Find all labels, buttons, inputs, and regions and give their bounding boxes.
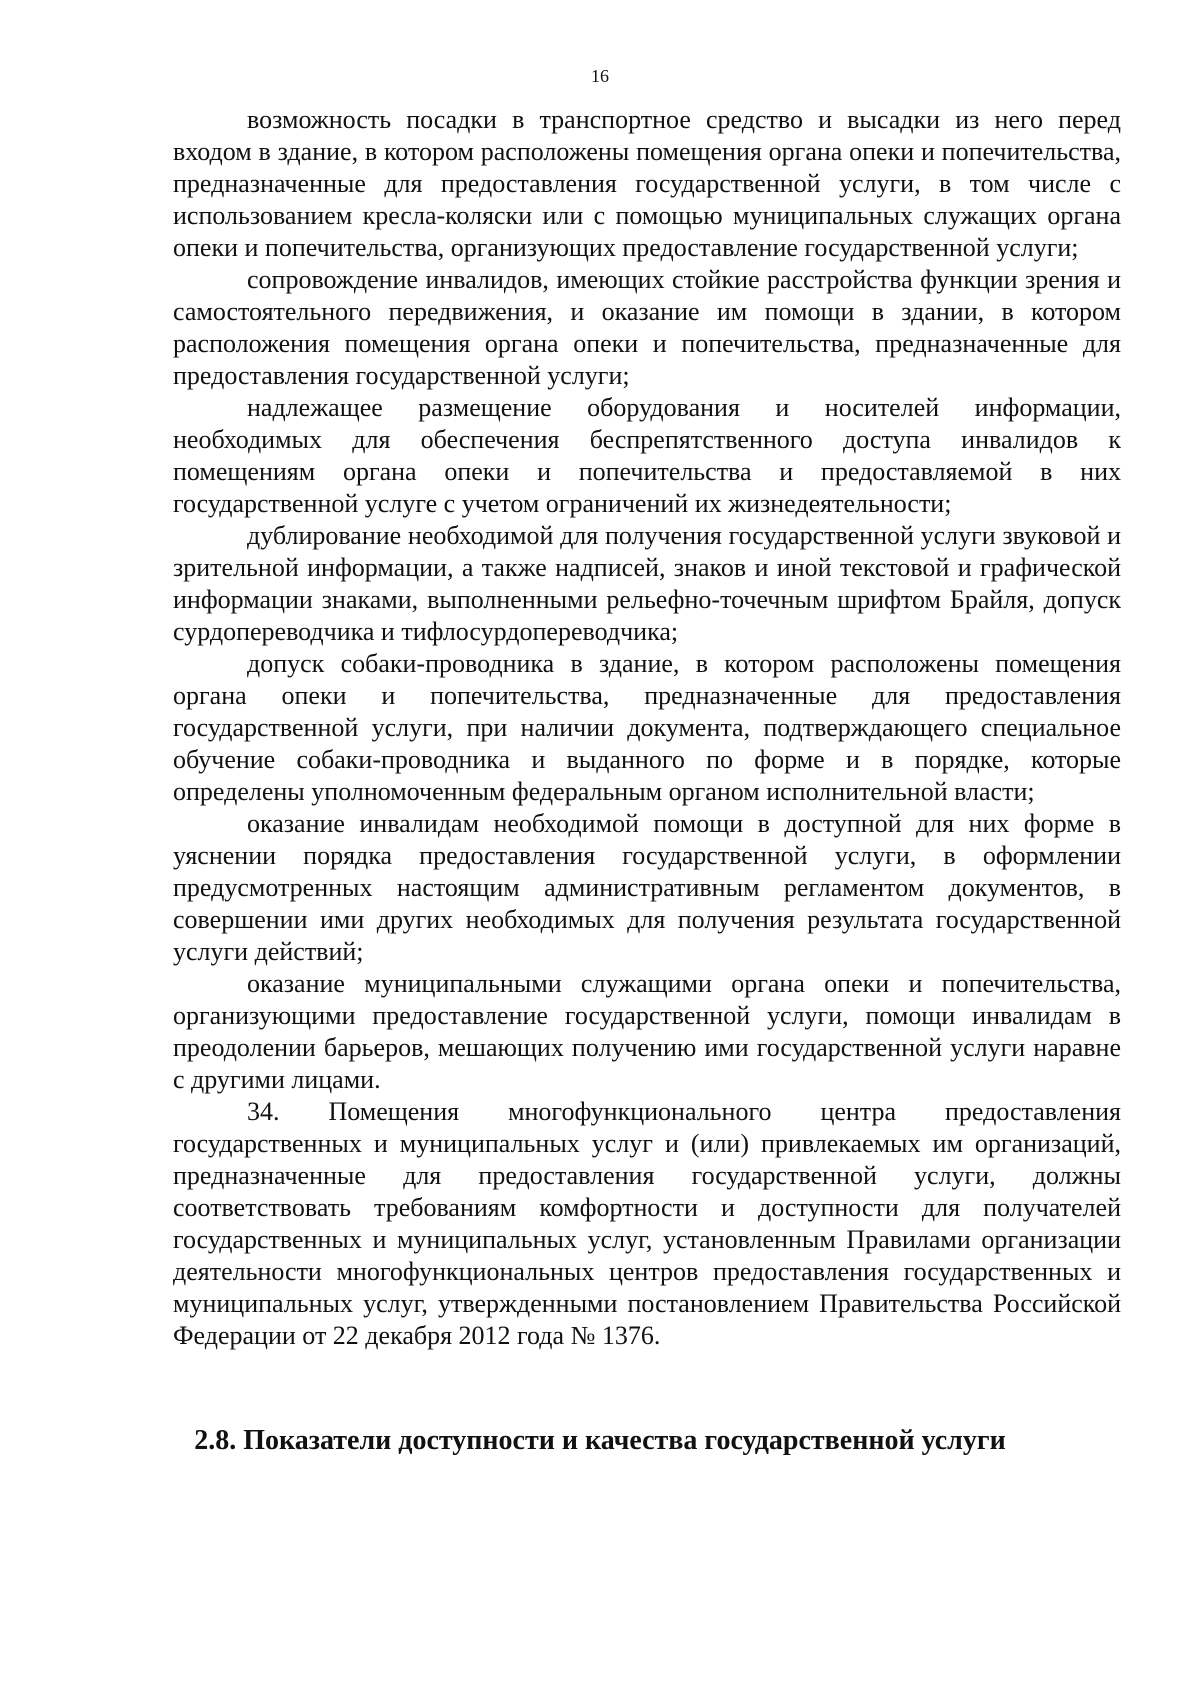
paragraph-braille-duplication: дублирование необходимой для получения государственной услуги звуковой и зрительной информации, а также надписей, знаков и иной текстовой и графической информации знаками, выполненными рельефно-точечным шрифтом Брайля, допуск сурдопереводчика и тифлосурдопереводчика; — [173, 521, 1121, 646]
paragraph-boarding-vehicle: возможность посадки в транспортное средство и высадки из него перед входом в здание, в котором расположены помещения органа опеки и попечительства, предназначенные для предоставления государственной услуги, в том числе с использованием кресла-коляски или с помощью муниципальных служащих органа опеки и попечительства, организующих предоставление государственной услуги; — [173, 105, 1121, 262]
paragraph-assistance: оказание инвалидам необходимой помощи в доступной для них форме в уяснении порядка предоставления государственной услуги, в оформлении предусмотренных настоящим административным регламентом документов, в совершении ими других необходимых для получения результата государственной услуги действий; — [173, 809, 1121, 966]
paragraph-guide-dog: допуск собаки-проводника в здание, в котором расположены помещения органа опеки и попечительства, предназначенные для предоставления государственной услуги, при наличии документа, подтверждающего специальное обучение собаки-проводника и выданного по форме и в порядке, которые определены уполномоченным федеральным органом исполнительной власти; — [173, 649, 1121, 806]
paragraph-equipment-placement: надлежащее размещение оборудования и носителей информации, необходимых для обеспечения беспрепятственного доступа инвалидов к помещениям органа опеки и попечительства и предоставляемой в них государственной услуге с учетом ограничений их жизнедеятельности; — [173, 393, 1121, 518]
paragraph-barriers: оказание муниципальными служащими органа опеки и попечительства, организующими предоставление государственной услуги, помощи инвалидам в преодолении барьеров, мешающих получению ими государственной услуги наравне с другими лицами. — [173, 969, 1121, 1094]
section-heading: 2.8. Показатели доступности и качества государственной услуги — [194, 1425, 1006, 1456]
paragraph-item-34: 34. Помещения многофункционального центра предоставления государственных и муниципальных услуг и (или) привлекаемых им организаций, предназначенные для предоставления государственной услуги, должны соответствовать требованиям комфортности и доступности для получателей государственных и муниципальных услуг, установленным Правилами организации деятельности многофункциональных центров предоставления государственных и муниципальных услуг, утвержденными постановлением Правительства Российской Федерации от 22 декабря 2012 года № 1376. — [173, 1097, 1121, 1350]
body-text — [173, 104, 1121, 1352]
page-number: 16 — [591, 66, 609, 86]
paragraph-escort-disabled: сопровождение инвалидов, имеющих стойкие расстройства функции зрения и самостоятельного передвижения, и оказание им помощи в здании, в котором расположения помещения органа опеки и попечительства, предназначенные для предоставления государственной услуги; — [173, 265, 1121, 390]
